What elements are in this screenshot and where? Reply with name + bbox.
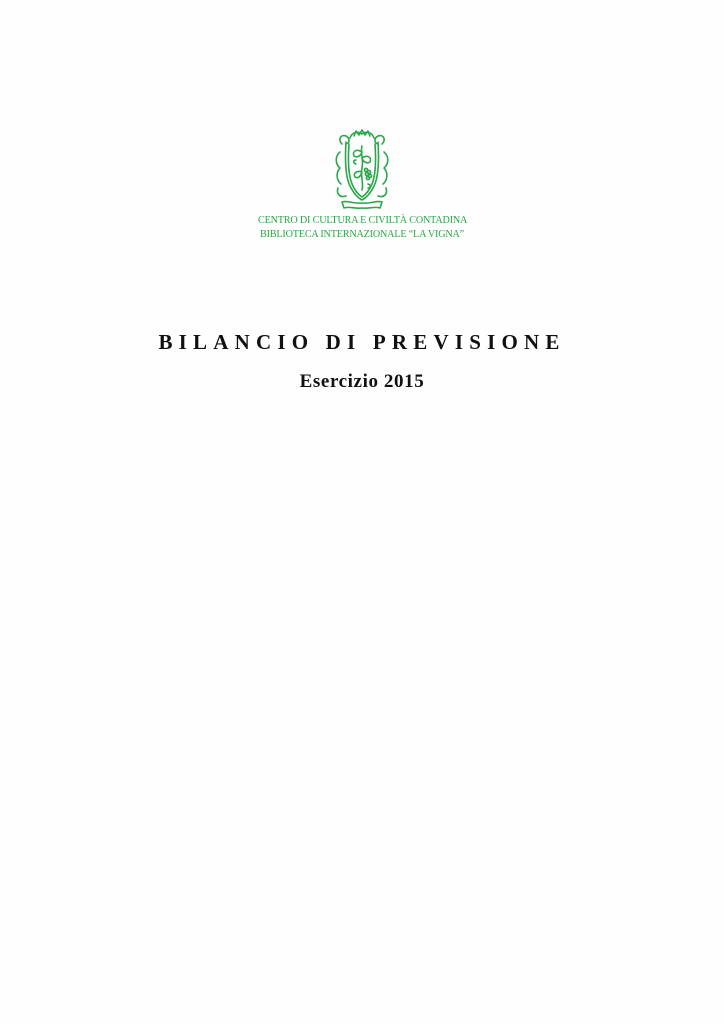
logo-line-centro: CENTRO DI CULTURA E CIVILTÀ CONTADINA (258, 215, 468, 226)
document-subtitle: Esercizio 2015 (299, 371, 425, 392)
coat-of-arms-vine-emblem-icon (332, 128, 392, 212)
document-title: BILANCIO DI PREVISIONE (158, 330, 566, 354)
logo (258, 126, 466, 244)
logo-line-biblioteca: BIBLIOTECA INTERNAZIONALE “LA VIGNA” (260, 229, 464, 240)
